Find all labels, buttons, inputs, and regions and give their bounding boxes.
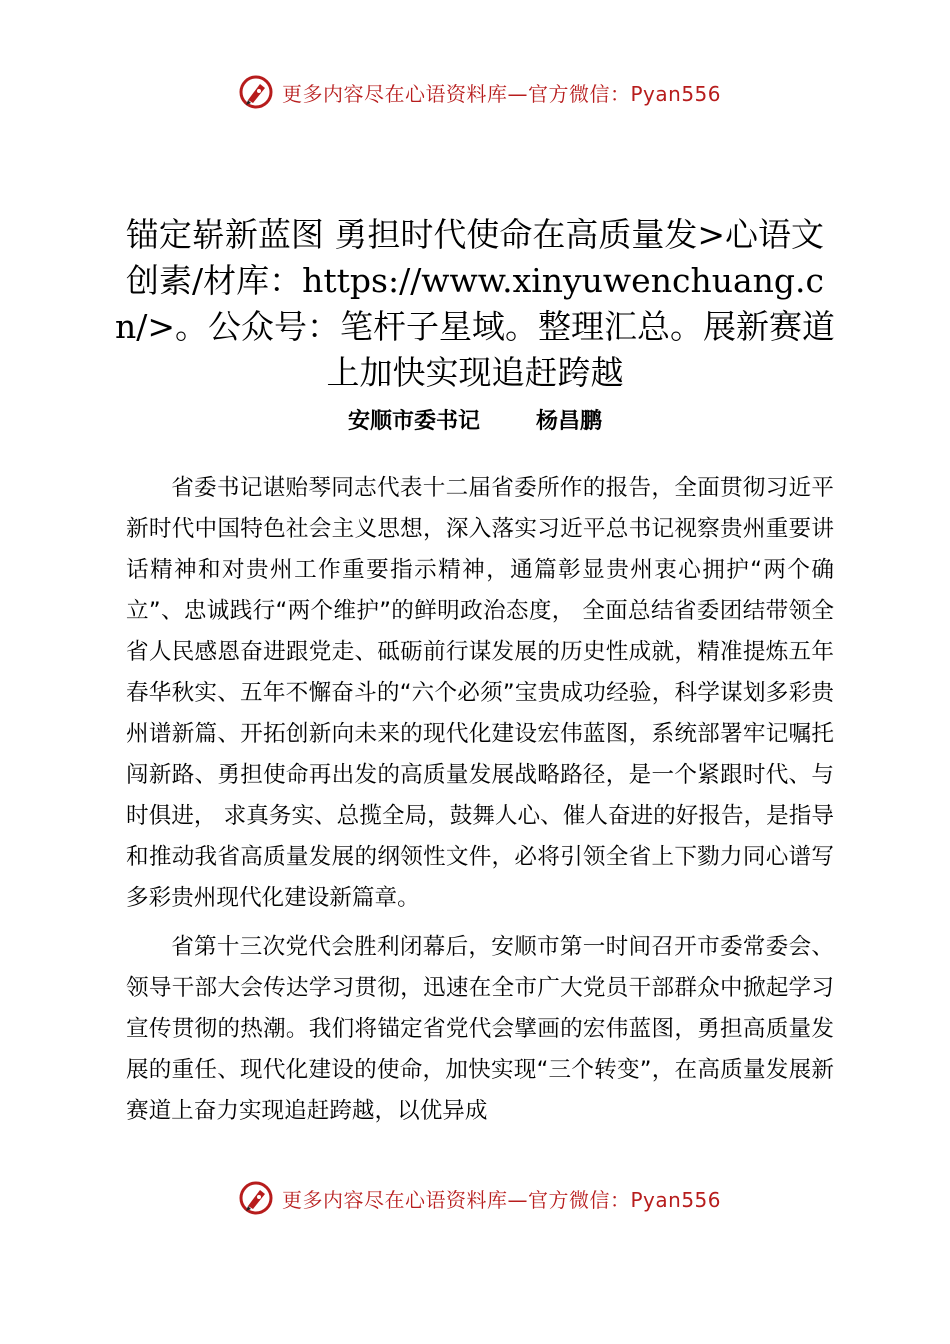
header-banner (238, 72, 758, 112)
paragraph: 省第十三次党代会胜利闭幕后，安顺市第一时间召开市委常委会、领导干部大会传达学习贯彻，迅速在全市广大党员干部群众中掀起学习宣传贯彻的热潮。我们将锚定省党代会擘画的宏伟蓝图，勇担高质量发展的重任、现代化建设的使命，加快实现“三个转变”，在高质量发展新赛道上奋力实现追赶跨越，以优异成 (126, 934, 834, 1124)
banner-text: 更多内容尽在心语资料库—官方微信：Pyan556 (282, 81, 722, 106)
author-position: 安顺市委书记 (347, 409, 480, 434)
pen-nib-logo-icon (238, 74, 274, 110)
document-title: 锚定崭新蓝图 勇担时代使命在高质量发>心语文创素/材库：https://www.xinyuwenchuang.cn/>。公众号：笔杆子星域。整理汇总。展新赛道上加快实现追赶跨越 (114, 215, 836, 392)
author-name: 杨昌鹏 (536, 409, 603, 434)
byline (0, 404, 950, 435)
document-body (126, 468, 834, 1140)
paragraph: 省委书记谌贻琴同志代表十二届省委所作的报告，全面贯彻习近平新时代中国特色社会主义思想，深入落实习近平总书记视察贵州重要讲话精神和对贵州工作重要指示精神，通篇彰显贵州衷心拥护“两个确立”、忠诚践行“两个维护”的鲜明政治态度， 全面总结省委团结带领全省人民感恩奋进跟党走、砥砺前行谋发展的历史性成就，精准提炼五年春华秋实、五年不懈奋斗的“六个必须”宝贵成功经验，科学谋划多彩贵州谱新篇、开拓创新向未来的现代化建设宏伟蓝图，系统部署牢记嘱托闯新路、勇担使命再出发的高质量发展战略路径，是一个紧跟时代、与时俱进， 求真务实、总揽全局，鼓舞人心、催人奋进的好报告，是指导和推动我省高质量发展的纲领性文件，必将引领全省上下勠力同心谱写多彩贵州现代化建设新篇章。 (126, 475, 834, 911)
pen-nib-logo-icon (238, 1180, 274, 1216)
banner-text: 更多内容尽在心语资料库—官方微信：Pyan556 (282, 1187, 722, 1212)
footer-banner (238, 1178, 758, 1218)
